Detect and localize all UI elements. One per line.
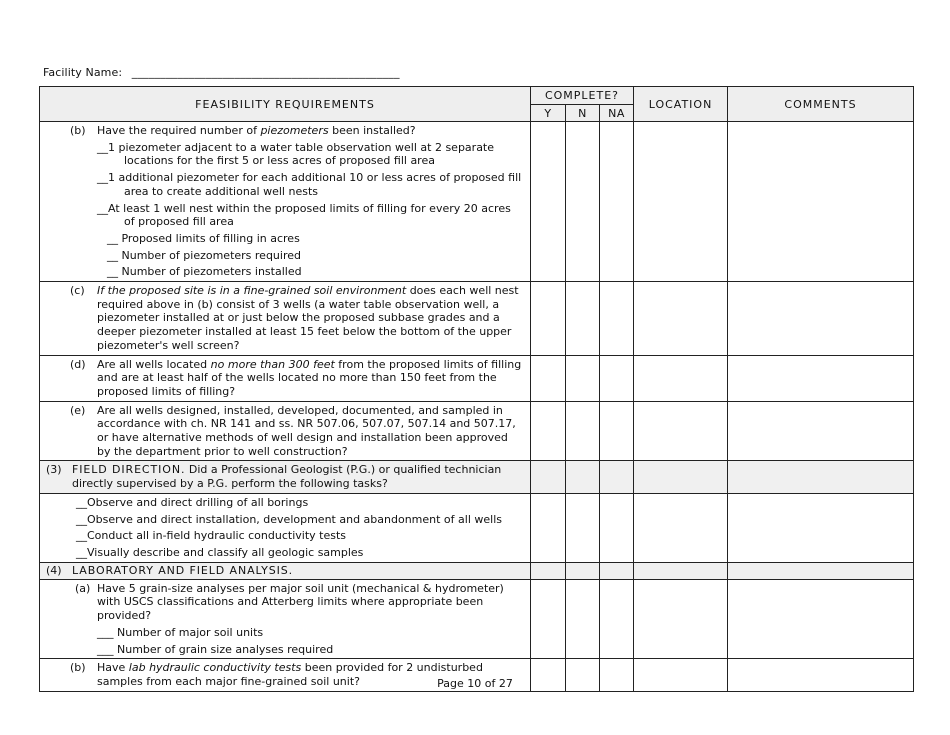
question-text: does each well nest required above in (b) consist of 3 wells (a water table observation well, a piezometer installed at or just below the proposed subbase grades and a deeper piezometer installed at least 15 feet below the bottom of the upper piezometer's well screen?	[97, 284, 519, 352]
item-key: (b)	[70, 124, 86, 137]
checkbox-n[interactable]	[566, 401, 600, 461]
header-feasibility: FEASIBILITY REQUIREMENTS	[40, 87, 531, 122]
item-key: (e)	[70, 403, 86, 417]
checklist-item: __1 piezometer adjacent to a water table observation well at 2 separate locations for the first 5 or less acres of proposed fill area	[97, 140, 495, 168]
facility-name-line	[43, 66, 400, 79]
comments-cell[interactable]	[728, 461, 914, 493]
checkbox-y[interactable]	[531, 282, 566, 356]
question-emphasis: no more than 300 feet	[210, 357, 335, 371]
header-n: N	[566, 105, 600, 122]
sub-item: ___ Number of major soil units	[97, 625, 264, 639]
header-location: LOCATION	[634, 87, 728, 122]
section-key: (3)	[46, 463, 62, 477]
checkbox-n[interactable]	[566, 122, 600, 282]
checkbox-n[interactable]	[566, 562, 600, 579]
question-text: Have	[97, 661, 129, 675]
table-row	[40, 122, 914, 282]
checkbox-na[interactable]	[600, 401, 634, 461]
sub-item: __ Proposed limits of filling in acres	[107, 231, 300, 245]
question-text: Are all wells located	[97, 357, 211, 371]
comments-cell[interactable]	[728, 355, 914, 401]
checkbox-y[interactable]	[531, 461, 566, 493]
location-cell[interactable]	[634, 355, 728, 401]
location-cell[interactable]	[634, 282, 728, 356]
location-cell[interactable]	[634, 562, 728, 579]
page-number: Page 10 of 27	[437, 677, 513, 690]
checkbox-y[interactable]	[531, 579, 566, 659]
checkbox-na[interactable]	[600, 461, 634, 493]
checkbox-y[interactable]	[531, 493, 566, 562]
checklist-item: __1 additional piezometer for each additional 10 or less acres of proposed fill area to create additional well nests	[97, 171, 522, 198]
facility-name-field[interactable]: _______________________________________________	[131, 66, 400, 79]
question-text: Have 5 grain-size analyses per major soil unit (mechanical & hydrometer) with USCS classifications and Atterberg limits where appropriate been provided?	[97, 581, 504, 623]
comments-cell[interactable]	[728, 493, 914, 562]
header-comments: COMMENTS	[728, 87, 914, 122]
checkbox-y[interactable]	[531, 562, 566, 579]
checkbox-na[interactable]	[600, 282, 634, 356]
question-text: Are all wells designed, installed, developed, documented, and sampled in accordance with ch. NR 141 and ss. NR 507.06, 507.07, 507.14 and 507.17, or have alternative methods of well design and installation been approved by the department prior to well construction?	[97, 403, 516, 458]
checkbox-y[interactable]	[531, 355, 566, 401]
checkbox-na[interactable]	[600, 493, 634, 562]
checkbox-y[interactable]	[531, 122, 566, 282]
question-emphasis: piezometers	[260, 124, 329, 137]
section-row	[40, 562, 914, 579]
checkbox-n[interactable]	[566, 461, 600, 493]
location-cell[interactable]	[634, 401, 728, 461]
location-cell[interactable]	[634, 122, 728, 282]
table-row	[40, 355, 914, 401]
checkbox-y[interactable]	[531, 401, 566, 461]
table-row	[40, 579, 914, 659]
comments-cell[interactable]	[728, 122, 914, 282]
table-row	[40, 282, 914, 356]
question-text: Have the required number of	[97, 124, 261, 137]
checkbox-n[interactable]	[566, 282, 600, 356]
question-text: been provided for 2 undisturbed samples from each major fine-grained soil unit?	[97, 661, 483, 688]
header-na: NA	[600, 105, 634, 122]
checkbox-n[interactable]	[566, 493, 600, 562]
facility-name-label: Facility Name:	[43, 66, 123, 79]
question-emphasis: If the proposed site is in a fine-grained soil environment	[97, 284, 407, 298]
section-row	[40, 461, 914, 493]
sub-item: ___ Number of grain size analyses required	[97, 642, 334, 656]
location-cell[interactable]	[634, 493, 728, 562]
question-text: from the proposed limits of filling and are at least half of the wells located no more than 150 feet from the proposed limits of filling?	[97, 357, 522, 398]
checkbox-n[interactable]	[566, 355, 600, 401]
section-key: (4)	[46, 563, 62, 577]
location-cell[interactable]	[634, 579, 728, 659]
sub-item: __ Number of piezometers required	[107, 248, 301, 262]
checkbox-na[interactable]	[600, 355, 634, 401]
section-text: Did a Professional Geologist (P.G.) or qualified technician directly supervised by a P.G. perform the following tasks?	[72, 463, 502, 491]
checkbox-na[interactable]	[600, 579, 634, 659]
header-y: Y	[531, 105, 566, 122]
item-key: (a)	[75, 581, 91, 595]
question-emphasis: lab hydraulic conductivity tests	[128, 661, 302, 675]
comments-cell[interactable]	[728, 401, 914, 461]
checkbox-na[interactable]	[600, 122, 634, 282]
location-cell[interactable]	[634, 461, 728, 493]
task-item: __Observe and direct installation, development and abandonment of all wells	[76, 512, 502, 526]
item-key: (b)	[70, 661, 86, 675]
task-item: __Observe and direct drilling of all borings	[76, 495, 309, 509]
checkbox-n[interactable]	[566, 579, 600, 659]
sub-item: __ Number of piezometers installed	[107, 265, 302, 279]
item-key: (d)	[70, 357, 86, 371]
comments-cell[interactable]	[728, 562, 914, 579]
comments-cell[interactable]	[728, 282, 914, 356]
question-text: been installed?	[328, 124, 416, 137]
section-title: LABORATORY AND FIELD ANALYSIS.	[72, 563, 294, 577]
comments-cell[interactable]	[728, 579, 914, 659]
section-title: FIELD DIRECTION.	[72, 463, 186, 477]
task-item: __Visually describe and classify all geologic samples	[76, 545, 364, 559]
task-item: __Conduct all in-field hydraulic conductivity tests	[76, 529, 346, 543]
checklist-item: __At least 1 well nest within the proposed limits of filling for every 20 acres of proposed fill area	[97, 201, 511, 229]
item-key: (c)	[70, 284, 85, 298]
table-row	[40, 493, 914, 562]
checkbox-na[interactable]	[600, 562, 634, 579]
feasibility-table	[39, 86, 914, 692]
header-complete: COMPLETE?	[531, 87, 634, 105]
table-row	[40, 401, 914, 461]
